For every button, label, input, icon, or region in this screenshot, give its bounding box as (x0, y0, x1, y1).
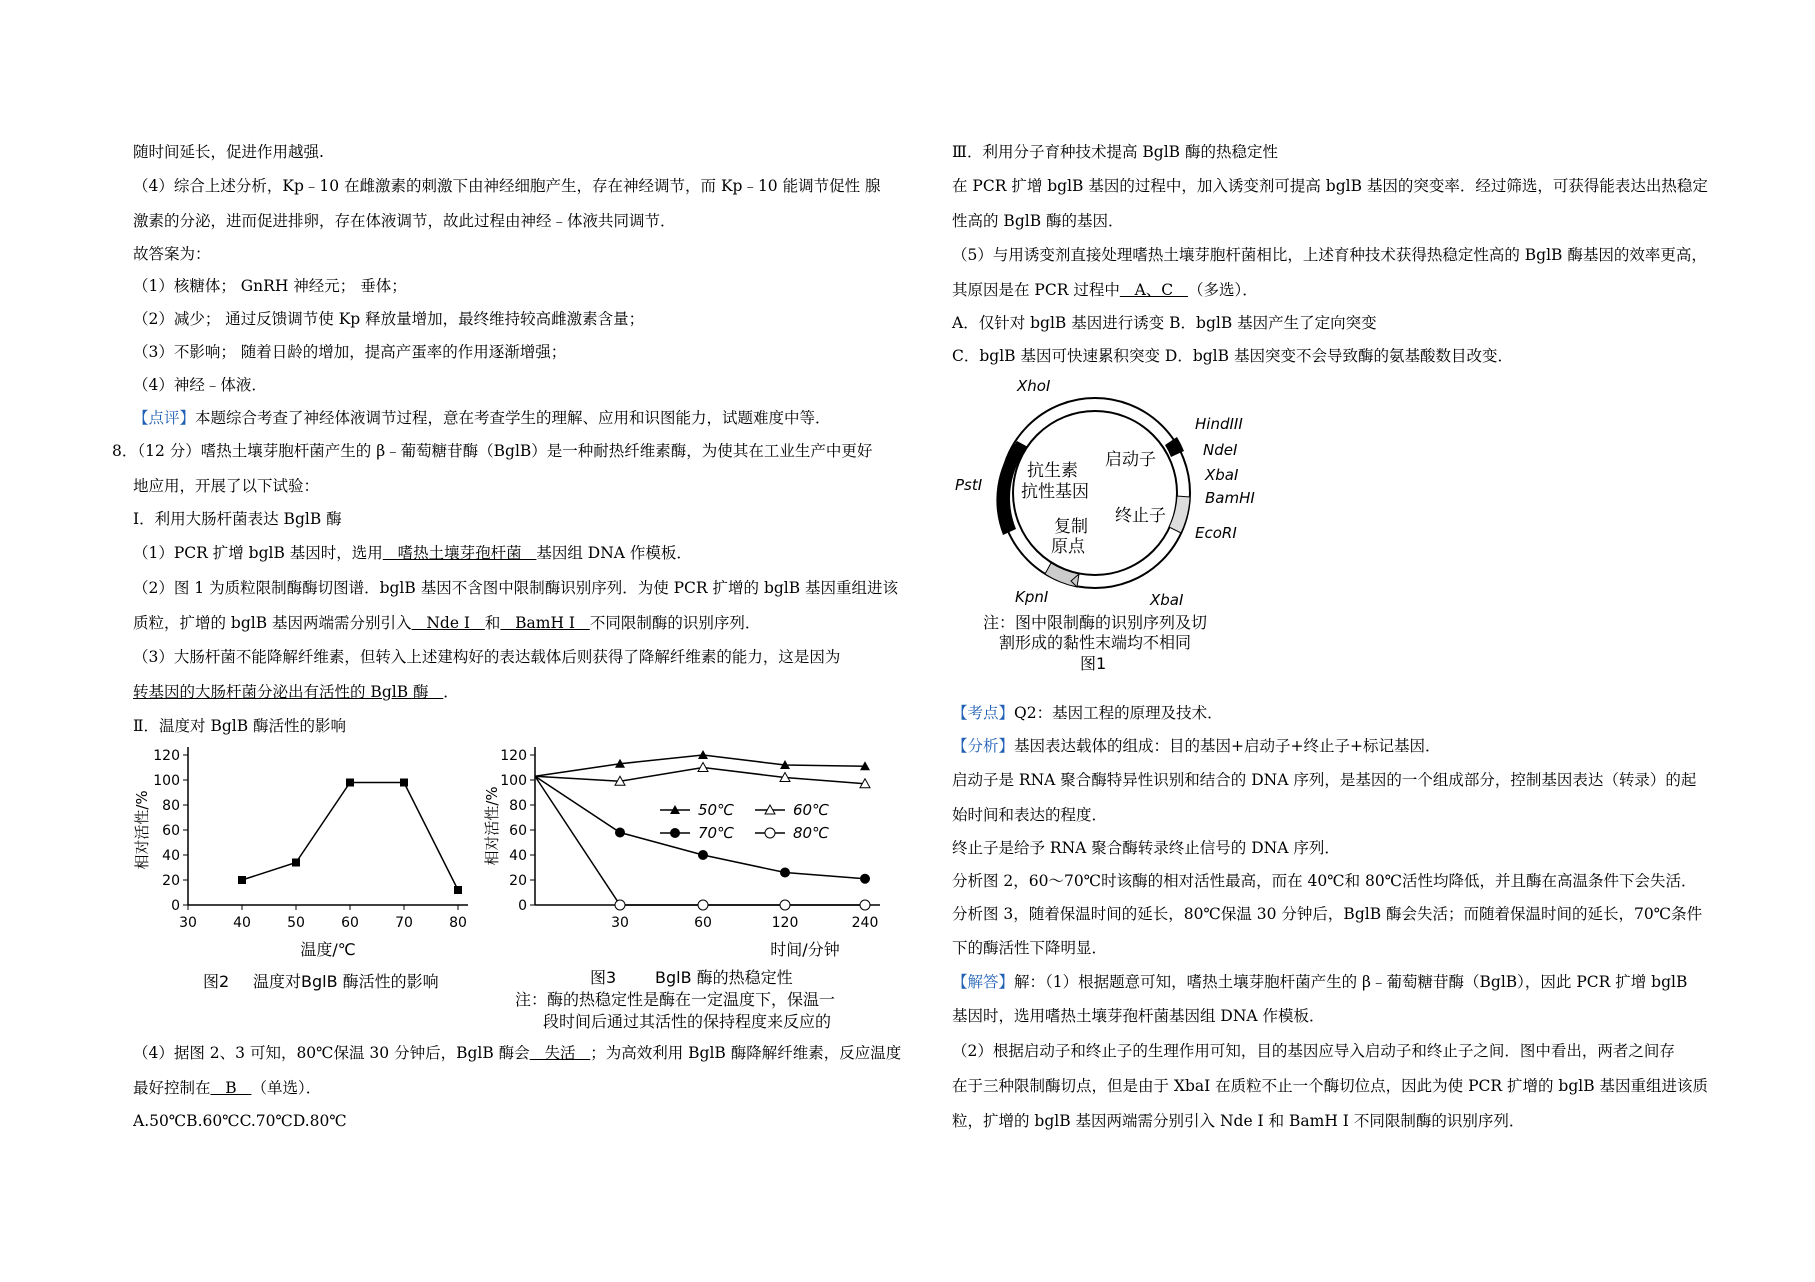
data-point (615, 828, 625, 838)
text-line: 其原因是在 PCR 过程中 A、C （多选）． (952, 281, 1258, 299)
text-line: 分析图 2，60～70℃时该酶的相对活性最高，而在 40℃和 80℃活性均降低，并且酶在高温条件下会失活． (952, 872, 1697, 890)
question-stem: 8．（12 分）嗜热土壤芽胞杆菌产生的 β﹣葡萄糖苷酶（BglB）是一种耐热纤维素酶，为使其在工业生产中更好 (112, 442, 873, 460)
data-point (292, 859, 300, 867)
y-tick-label: 0 (171, 898, 180, 914)
data-point (765, 828, 775, 838)
x-tick-label: 60 (694, 915, 712, 931)
section-heading: Ⅱ．温度对 BglB 酶活性的影响 (133, 717, 347, 735)
figure-2-chart (133, 735, 473, 995)
options-line: A.50℃B.60℃C.70℃D.80℃ (133, 1112, 347, 1130)
site-label: XbaI (1150, 591, 1184, 609)
legend-label: 50℃ (698, 801, 734, 819)
x-tick-label: 120 (771, 915, 799, 931)
solution-tag: 【解答】 (952, 973, 1015, 991)
text-line: （2）减少； 通过反馈调节使 Kp 释放量增加，最终维持较高雌激素含量； (133, 310, 645, 328)
series-line (242, 783, 458, 891)
promoter-label: 启动子 (1105, 450, 1156, 470)
text-line: 粒，扩增的 bglB 基因两端需分别引入 Nde Ⅰ 和 BamH Ⅰ 不同限制酶的识别序列． (952, 1112, 1525, 1130)
origin-label: 复制 (1054, 517, 1088, 537)
fig1-note: 割形成的黏性末端均不相同 (999, 633, 1192, 652)
x-tick-label: 30 (611, 915, 629, 931)
analysis-tag: 【分析】 (952, 737, 1015, 755)
y-tick-label: 120 (500, 748, 527, 764)
data-point (780, 868, 790, 878)
site-label: BamHI (1205, 489, 1255, 507)
data-point (698, 763, 708, 772)
text-line: 分析图 3，随着保温时间的延长，80℃保温 30 分钟后，BglB 酶会失活；而随着保温时间的延长，70℃条件 (952, 905, 1703, 923)
y-tick-label: 80 (162, 798, 180, 814)
site-label: KpnI (1015, 588, 1049, 606)
text-line: 故答案为： (133, 245, 211, 263)
y-tick-label: 80 (509, 798, 527, 814)
legend-label: 60℃ (793, 801, 829, 819)
text-line: 启动子是 RNA 聚合酶特异性识别和结合的 DNA 序列，是基因的一个组成部分，控制基因表达（转录）的起 (952, 771, 1697, 789)
x-axis-label: 温度/℃ (300, 940, 356, 959)
knowledge-point-line: 【考点】Q2：基因工程的原理及技术． (952, 704, 1223, 722)
site-label: EcoRI (1195, 524, 1237, 542)
text-line: 随时间延长，促进作用越强. (133, 143, 324, 161)
y-tick-label: 20 (509, 873, 527, 889)
fig1-caption: 图1 (1080, 654, 1107, 673)
y-tick-label: 0 (518, 898, 527, 914)
text-line: 终止子是给予 RNA 聚合酶转录终止信号的 DNA 序列． (952, 839, 1340, 857)
legend-label: 80℃ (793, 824, 829, 842)
data-point (860, 900, 870, 910)
data-point (454, 886, 462, 894)
antibiotic-label: 抗生素 (1027, 461, 1078, 481)
figure-3-chart (475, 735, 905, 1035)
origin-label: 原点 (1051, 537, 1085, 557)
options-line: A．仅针对 bglB 基因进行诱变 B．bglB 基因产生了定向突变 (952, 314, 1377, 332)
antibiotic-label: 抗性基因 (1021, 482, 1089, 502)
answer-blank: 失活 (529, 1044, 591, 1062)
site-label: HindIII (1195, 415, 1243, 433)
solution-line: 【解答】解：（1）根据题意可知，嗜热土壤芽胞杆菌产生的 β﹣葡萄糖苷酶（BglB），因此 PCR 扩增 bglB (952, 973, 1688, 991)
figure-caption-prefix: 图2 (203, 972, 230, 991)
text-line: （2）根据启动子和终止子的生理作用可知，目的基因应导入启动子和终止子之间．图中看出，两者之间存 (952, 1042, 1675, 1060)
figure-caption: BglB 酶的热稳定性 (655, 968, 793, 987)
text-line: 激素的分泌，进而促进排卵，存在体液调节，故此过程由神经﹣体液共同调节． (133, 212, 676, 230)
figure-note: 注：酶的热稳定性是酶在一定温度下，保温一 (515, 990, 836, 1009)
legend-label: 70℃ (698, 824, 734, 842)
answer-blank: Nde Ⅰ (411, 614, 485, 632)
text-line: 最好控制在 B （单选）． (133, 1079, 322, 1097)
text-line: 性高的 BglB 酶的基因． (952, 212, 1124, 230)
y-tick-label: 20 (162, 873, 180, 889)
x-tick-label: 50 (287, 915, 305, 931)
text-line: （4）据图 2、3 可知，80℃保温 30 分钟后，BglB 酶会 失活 ；为高效利用 BglB 酶降解纤维素，反应温度 (133, 1044, 902, 1062)
text-line: （5）与用诱变剂直接处理嗜热土壤芽胞杆菌相比，上述育种技术获得热稳定性高的 BglB 酶基因的效率更高， (952, 246, 1707, 264)
x-tick-label: 30 (179, 915, 197, 931)
text-line: 基因时，选用嗜热土壤芽孢杆菌基因组 DNA 作模板． (952, 1007, 1325, 1025)
fig1-note: 注：图中限制酶的识别序列及切 (983, 613, 1208, 632)
text-line: 质粒，扩增的 bglB 基因两端需分别引入 Nde Ⅰ 和 BamH Ⅰ 不同限制酶的识别序列． (133, 614, 761, 632)
text-line: 在 PCR 扩增 bglB 基因的过程中，加入诱变剂可提高 bglB 基因的突变率．经过筛选，可获得能表达出热稳定 (952, 177, 1708, 195)
answer-blank: 嗜热土壤芽孢杆菌 (382, 544, 537, 562)
site-label: NdeI (1203, 441, 1238, 459)
x-tick-label: 60 (341, 915, 359, 931)
site-label: XhoI (1017, 377, 1051, 395)
data-point (698, 750, 708, 759)
text-line: （3）不影响； 随着日龄的增加，提高产蛋率的作用逐渐增强； (133, 343, 567, 361)
section-heading: Ⅰ．利用大肠杆菌表达 BglB 酶 (133, 510, 342, 528)
data-point (615, 900, 625, 910)
figure-1-plasmid (955, 375, 1255, 675)
data-point (238, 876, 246, 884)
y-tick-label: 40 (509, 848, 527, 864)
x-tick-label: 70 (395, 915, 413, 931)
data-point (670, 828, 680, 838)
data-point (346, 779, 354, 787)
text-line: 始时间和表达的程度． (952, 806, 1108, 824)
y-tick-label: 60 (509, 823, 527, 839)
knowledge-tag: 【考点】 (952, 704, 1015, 722)
text-line: （1）PCR 扩增 bglB 基因时，选用 嗜热土壤芽孢杆菌 基因组 DNA 作模板． (133, 544, 692, 562)
text-line: （4）神经﹣体液． (133, 376, 267, 394)
figure-caption-prefix: 图3 (590, 968, 617, 987)
site-label: XbaI (1205, 466, 1239, 484)
figure-note: 段时间后通过其活性的保持程度来反应的 (543, 1012, 832, 1031)
text-line: 地应用，开展了以下试验： (133, 477, 320, 495)
answer-blank: BamH Ⅰ (500, 614, 590, 632)
analysis-line: 【分析】基因表达载体的组成：目的基因+启动子+终止子+标记基因． (952, 737, 1441, 755)
text-line: （3）大肠杆菌不能降解纤维素，但转入上述建构好的表达载体后则获得了降解纤维素的能力，这是因为 (133, 648, 841, 666)
site-label: PstI (955, 476, 983, 494)
text-line: 转基因的大肠杆菌分泌出有活性的 BglB 酶 ． (133, 683, 459, 701)
x-tick-label: 240 (851, 915, 879, 931)
data-point (698, 900, 708, 910)
y-tick-label: 120 (153, 748, 180, 764)
y-tick-label: 100 (500, 773, 527, 789)
y-tick-label: 40 (162, 848, 180, 864)
data-point (860, 874, 870, 884)
answer-blank: B (210, 1079, 252, 1097)
text-line: （1）核糖体； GnRH 神经元； 垂体； (133, 277, 407, 295)
text-line: （2）图 1 为质粒限制酶酶切图谱．bglB 基因不含图中限制酶识别序列．为使 PCR 扩增的 bglB 基因重组进该 (133, 579, 899, 597)
text-line: 下的酶活性下降明显． (952, 939, 1108, 957)
x-axis-label: 时间/分钟 (770, 940, 840, 959)
terminator-label: 终止子 (1115, 506, 1166, 526)
text-line: 在于三种限制酶切点，但是由于 XbaI 在质粒不止一个酶切位点，因此为使 PCR 扩增的 bglB 基因重组进该质 (952, 1077, 1709, 1095)
data-point (780, 900, 790, 910)
data-point (400, 779, 408, 787)
section-heading: Ⅲ．利用分子育种技术提高 BglB 酶的热稳定性 (952, 143, 1278, 161)
y-tick-label: 60 (162, 823, 180, 839)
text-line: （4）综合上述分析，Kp﹣10 在雌激素的刺激下由神经细胞产生，存在神经调节，而 Kp﹣10 能调节促性 腺 (133, 177, 881, 195)
comment-tag: 【点评】 (133, 409, 196, 427)
x-tick-label: 80 (449, 915, 467, 931)
y-tick-label: 100 (153, 773, 180, 789)
options-line: C．bglB 基因可快速累积突变 D．bglB 基因突变不会导致酶的氨基酸数目改变． (952, 347, 1513, 365)
x-tick-label: 40 (233, 915, 251, 931)
answer-blank: 转基因的大肠杆菌分泌出有活性的 BglB 酶 (133, 683, 429, 701)
figure-caption: 温度对BglB 酶活性的影响 (253, 972, 439, 991)
y-axis-label: 相对活性/% (133, 790, 151, 870)
answer-blank: A、C (1119, 281, 1188, 299)
comment-line: 【点评】本题综合考查了神经体液调节过程，意在考查学生的理解、应用和识图能力，试题难度中等． (133, 409, 831, 427)
y-axis-label: 相对活性/% (483, 786, 501, 866)
data-point (698, 850, 708, 860)
